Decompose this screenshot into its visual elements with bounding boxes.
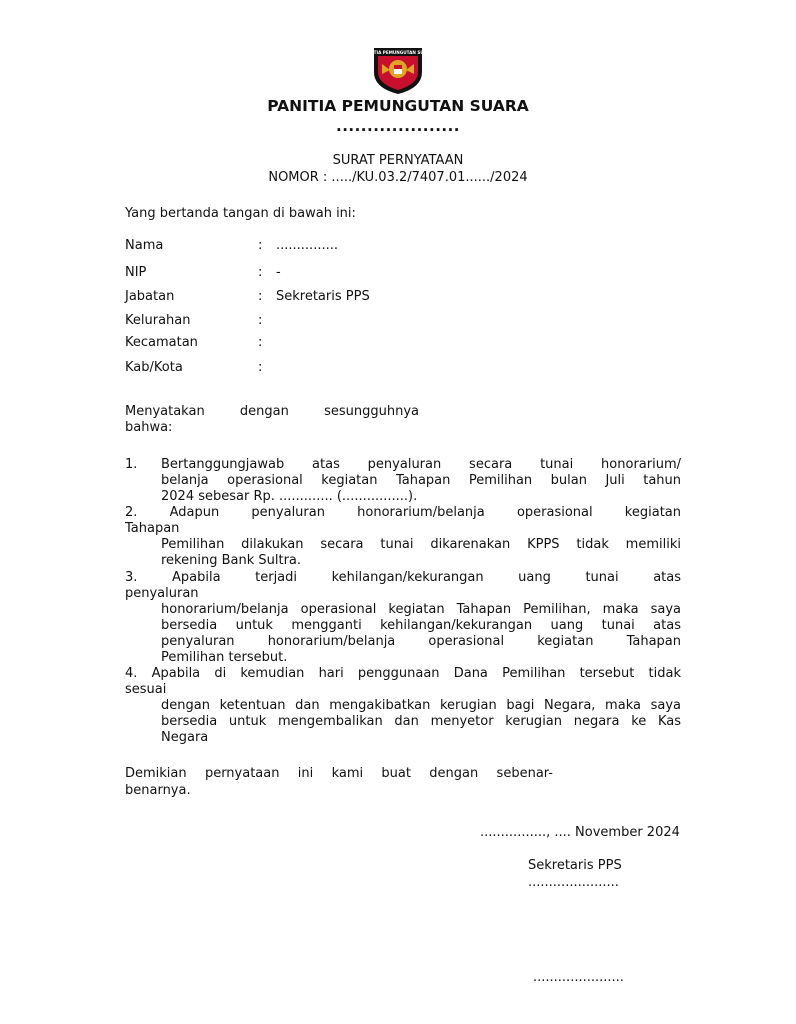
signature-date: ................, .... November 2024 — [480, 825, 680, 840]
item-4-line: dengan ketentuan dan mengakibatkan kerugian bagi Negara, maka saya — [161, 698, 681, 713]
closing-line-2: benarnya. — [125, 783, 191, 798]
item-3-line: honorarium/belanja operasional kegiatan Tahapan Pemilihan, maka saya — [161, 602, 681, 617]
item-3-line: Pemilihan tersebut. — [161, 650, 288, 665]
item-4-line: Negara — [161, 730, 209, 745]
field-value-nama: ............... — [276, 238, 338, 253]
item-number: 4. — [125, 666, 138, 681]
item-2-line: rekening Bank Sultra. — [161, 553, 302, 568]
item-4-text: Apabila di kemudian hari penggunaan Dana Pemilihan tersebut tidak — [151, 666, 681, 681]
item-3-line: bersedia untuk mengganti kehilangan/kekurangan uang tunai atas — [161, 618, 681, 633]
item-3-text: Apabila terjadi kehilangan/kekurangan uang tunai atas — [172, 570, 681, 585]
field-label-kelurahan: Kelurahan — [125, 313, 191, 328]
item-4-line: bersedia untuk mengembalikan dan menyetor kerugian negara ke Kas — [161, 714, 681, 729]
letter-number: NOMOR : ...../KU.03.2/7407.01....../2024 — [268, 170, 528, 185]
field-colon: : — [258, 335, 263, 350]
item-4-wrap: sesuai — [125, 682, 167, 697]
field-colon: : — [258, 289, 263, 304]
item-3-line: penyaluran honorarium/belanja operasional kegiatan Tahapan — [161, 634, 681, 649]
field-value-jabatan: Sekretaris PPS — [276, 289, 370, 304]
signature-bottom-line: ...................... — [533, 970, 624, 985]
item-3-wrap: penyaluran — [125, 586, 199, 601]
signature-name-line: ...................... — [528, 875, 619, 890]
item-1-first-line: Bertanggungjawab atas penyaluran secara tunai honorarium/ — [161, 457, 681, 472]
field-label-jabatan: Jabatan — [125, 289, 175, 304]
field-colon: : — [258, 265, 263, 280]
kpu-emblem-logo — [362, 44, 434, 96]
page-title: PANITIA PEMUNGUTAN SUARA — [267, 97, 529, 115]
field-label-nama: Nama — [125, 238, 164, 253]
item-number: 1. — [125, 457, 138, 472]
field-label-nip: NIP — [125, 265, 147, 280]
item-2-first-line — [125, 505, 681, 521]
item-2-line: Pemilihan dilakukan secara tunai dikarenakan KPPS tidak memiliki — [161, 537, 681, 552]
closing-line-1: Demikian pernyataan ini kami buat dengan sebenar- — [125, 766, 553, 781]
field-label-kabkota: Kab/Kota — [125, 360, 183, 375]
page-subtitle: .................... — [336, 117, 460, 135]
field-colon: : — [258, 238, 263, 253]
item-4-first-line — [125, 666, 681, 682]
intro-text: Yang bertanda tangan di bawah ini: — [125, 206, 356, 221]
signature-role: Sekretaris PPS — [528, 858, 622, 873]
item-1-line: 2024 sebesar Rp. ............. (................). — [161, 489, 418, 504]
item-number: 2. — [125, 505, 138, 520]
declaration-line-1: Menyatakan dengan sesungguhnya — [125, 404, 419, 419]
item-1-line: belanja operasional kegiatan Tahapan Pemilihan bulan Juli tahun — [161, 473, 681, 488]
emblem-text: PANITIA PEMUNGUTAN SUARA — [362, 50, 434, 55]
item-2-wrap: Tahapan — [125, 521, 180, 536]
field-colon: : — [258, 360, 263, 375]
item-2-text: Adapun penyaluran honorarium/belanja operasional kegiatan — [169, 505, 681, 520]
field-label-kecamatan: Kecamatan — [125, 335, 198, 350]
letter-type: SURAT PERNYATAAN — [332, 153, 464, 168]
item-3-first-line — [125, 570, 681, 586]
item-number: 3. — [125, 570, 138, 585]
declaration-line-2: bahwa: — [125, 420, 173, 435]
field-colon: : — [258, 313, 263, 328]
field-value-nip: - — [276, 265, 281, 280]
